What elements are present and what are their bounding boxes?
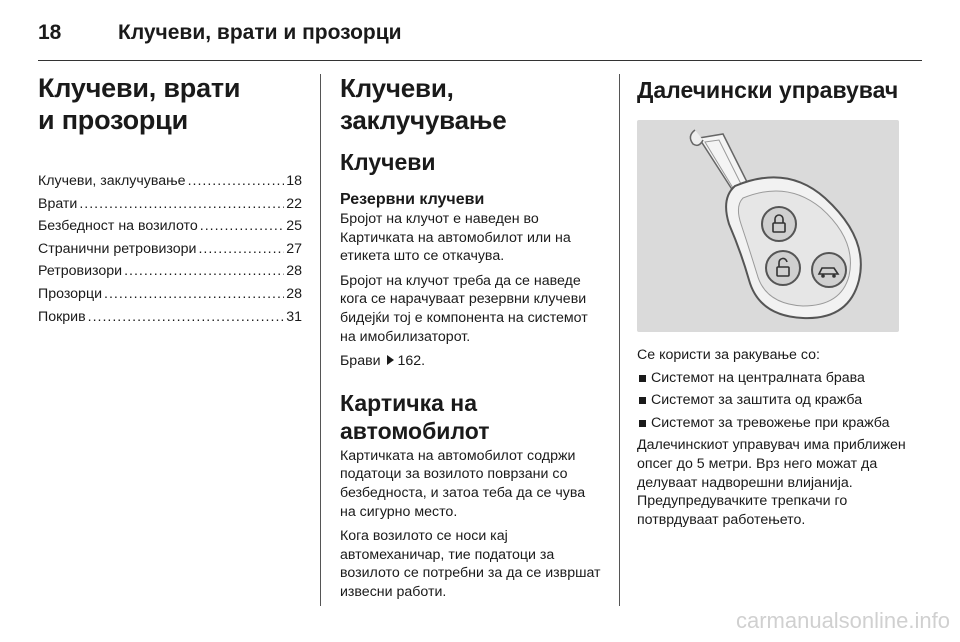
list-item: Системот за тревожење при кражба bbox=[637, 414, 907, 433]
toc-entry[interactable] bbox=[38, 306, 302, 329]
toc-entry[interactable] bbox=[38, 238, 302, 261]
toc-entry[interactable] bbox=[38, 283, 302, 306]
toc-entry-page: 25 bbox=[286, 218, 302, 235]
subsection-title: Клучеви bbox=[340, 149, 436, 175]
toc-entry[interactable] bbox=[38, 215, 302, 238]
toc-entry-page: 18 bbox=[286, 173, 302, 189]
section-title: Клучеви, заклучување bbox=[340, 73, 507, 135]
usage-intro: Се користи за ракување со: bbox=[637, 347, 820, 363]
page-number: 18 bbox=[38, 21, 62, 44]
running-title: Клучеви, врати и прозорци bbox=[118, 21, 402, 44]
toc-entry-page: 27 bbox=[286, 240, 302, 257]
resserve-keys-heading: Резервни клучеви bbox=[340, 191, 485, 208]
column-divider-2 bbox=[619, 74, 620, 606]
list-item: Системот на централната брава bbox=[637, 369, 907, 388]
toc-entry-label: Безбедност на возилото bbox=[38, 218, 198, 235]
vehicle-card-paragraph-1: Картичката на автомобилот содржи податоци за возилото поврзани со безбедноста, и затоа теба да се чува на сигурно место. bbox=[340, 447, 586, 520]
remote-control-heading: Далечински управувач bbox=[637, 77, 899, 103]
key-fob-icon bbox=[637, 120, 899, 332]
column-1 bbox=[38, 72, 302, 328]
list-item: Системот за заштита од кражба bbox=[637, 391, 907, 410]
toc-entry-label: Клучеви, заклучување bbox=[38, 173, 186, 189]
reference-page[interactable]: 162. bbox=[397, 353, 426, 370]
column-3 bbox=[637, 72, 907, 529]
toc-entry-label: Врати bbox=[38, 195, 78, 212]
function-list bbox=[637, 369, 907, 433]
page-header bbox=[38, 16, 402, 50]
toc-entry-page: 22 bbox=[286, 195, 302, 212]
toc-leader-dots bbox=[188, 170, 285, 193]
toc-entry[interactable] bbox=[38, 260, 302, 283]
vehicle-card-heading-line2: автомобилот bbox=[340, 417, 490, 444]
table-of-contents bbox=[38, 170, 302, 328]
toc-leader-dots bbox=[88, 306, 285, 329]
vehicle-card-paragraph-2: Кога возилото се носи кај автомеханичар, тие податоци за возилото се потребни за да се извршат извесни работи. bbox=[340, 528, 601, 600]
toc-entry-page: 28 bbox=[286, 263, 302, 280]
toc-entry-label: Странични ретровизори bbox=[38, 240, 197, 257]
chapter-title-line1: Клучеви, врати bbox=[38, 73, 241, 103]
column-2 bbox=[340, 72, 604, 602]
vehicle-card-heading bbox=[340, 389, 604, 445]
remote-description: Далечинскиот управувач има приближен опсег до 5 метри. Врз него можат да делуваат надворешни влијанија. Предупредувачките трепкачи го потврдуваат работењето. bbox=[637, 437, 906, 528]
chapter-title bbox=[38, 72, 302, 136]
toc-entry-page: 28 bbox=[286, 285, 302, 302]
remote-key-fob-illustration bbox=[637, 120, 899, 332]
page-reference-icon bbox=[387, 355, 394, 365]
toc-entry[interactable] bbox=[38, 170, 302, 193]
header-rule bbox=[38, 60, 922, 61]
reserve-keys-paragraph-2: Бројот на клучот треба да се наведе кога се нарачуваат резервни клучеви бидејќи тој е компонента на системот на имобилизаторот. bbox=[340, 272, 588, 345]
toc-entry[interactable] bbox=[38, 193, 302, 216]
toc-entry-label: Ретровизори bbox=[38, 263, 123, 280]
toc-leader-dots bbox=[200, 215, 284, 238]
column-divider-1 bbox=[320, 74, 321, 606]
toc-entry-page: 31 bbox=[286, 308, 302, 325]
vehicle-card-heading-line1: Картичка на bbox=[340, 389, 477, 416]
toc-leader-dots bbox=[79, 193, 284, 216]
reserve-keys-paragraph-1: Бројот на клучот е наведен во Картичката на автомобилот или на етикета што се откачува. bbox=[340, 211, 571, 265]
toc-entry-label: Покрив bbox=[38, 308, 86, 325]
watermark: carmanualsonline.info bbox=[735, 608, 950, 633]
toc-leader-dots bbox=[198, 238, 284, 261]
toc-leader-dots bbox=[124, 260, 284, 283]
toc-leader-dots bbox=[104, 283, 284, 306]
toc-entry-label: Прозорци bbox=[38, 285, 102, 302]
reference-line bbox=[340, 352, 604, 371]
reference-text: Брави bbox=[340, 353, 381, 370]
chapter-title-line2: и прозорци bbox=[38, 105, 188, 135]
